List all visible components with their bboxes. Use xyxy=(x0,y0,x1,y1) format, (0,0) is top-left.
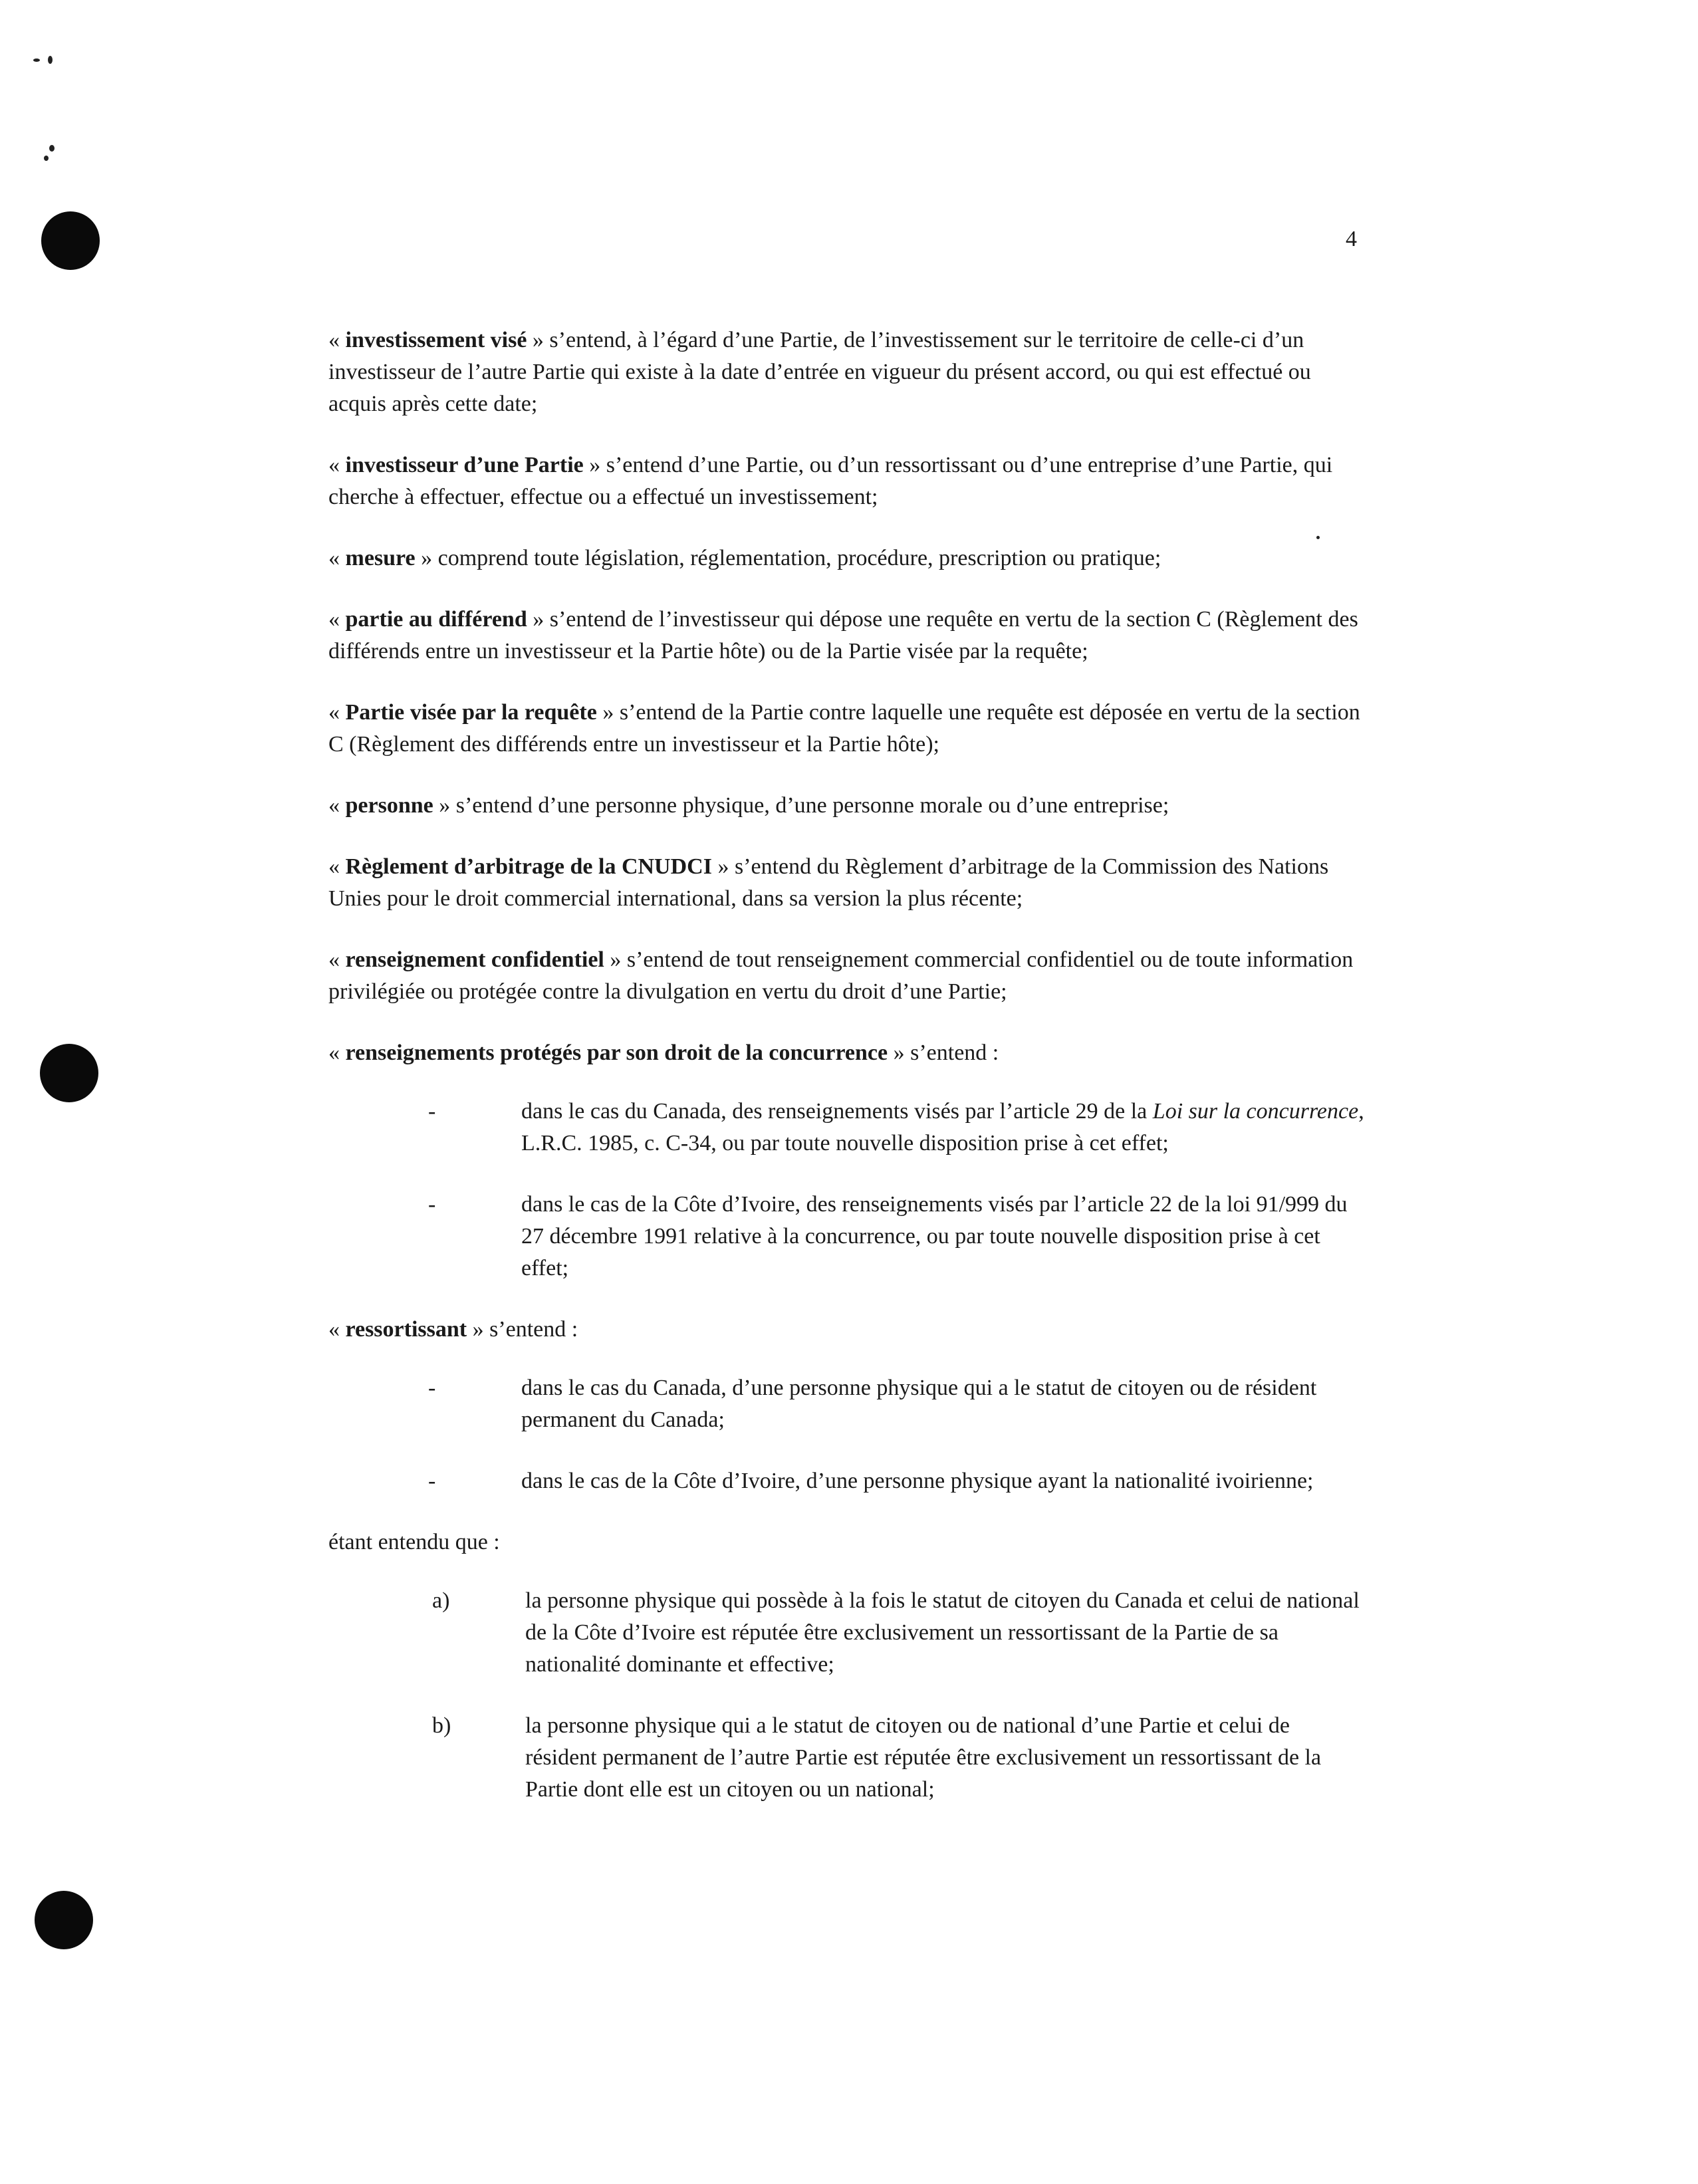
list-item-text: dans le cas de la Côte d’Ivoire, des renseignements visés par l’article 22 de la loi 91/999 du 27 décembre 1991 relative à la concurrence, ou par toute nouvelle disposition prise à cet effet; xyxy=(521,1192,1348,1280)
list-item-text: dans le cas de la Côte d’Ivoire, d’une personne physique ayant la nationalité ivoirienne; xyxy=(521,1469,1314,1493)
document-body xyxy=(328,324,1366,1835)
list-marker: - xyxy=(428,1192,436,1217)
page-number: 4 xyxy=(1346,227,1357,251)
definition-text: » s’entend de la Partie contre laquelle une requête est déposée en vertu de la section C (Règlement des différends entre un investisseur et la Partie hôte); xyxy=(328,700,1360,757)
list-item-text: , L.R.C. 1985, c. C-34, ou par toute nouvelle disposition prise à cet effet; xyxy=(521,1099,1364,1155)
definition-text: » s’entend, à l’égard d’une Partie, de l’investissement sur le territoire de celle-ci d’un investisseur de l’autre Partie qui existe à la date d’entrée en vigueur du présent accord, ou qui est effectué ou acquis après cette date; xyxy=(328,328,1311,416)
list-marker: - xyxy=(428,1099,436,1124)
open-quote: « xyxy=(328,947,346,972)
definition-text: » s’entend : xyxy=(888,1040,999,1065)
definition-paragraph xyxy=(328,944,1366,1008)
defined-term: personne xyxy=(345,793,433,818)
list-item-text: dans le cas du Canada, d’une personne physique qui a le statut de citoyen ou de résident permanent du Canada; xyxy=(521,1376,1317,1432)
list-item xyxy=(328,1372,1366,1436)
scan-speck xyxy=(49,145,55,152)
definition-text: » s’entend du Règlement d’arbitrage de la Commission des Nations Unies pour le droit commercial international, dans sa version la plus récente; xyxy=(328,854,1329,911)
defined-term: renseignements protégés par son droit de la concurrence xyxy=(345,1040,888,1065)
defined-term: partie au différend xyxy=(345,607,527,632)
list-marker: b) xyxy=(432,1713,451,1738)
defined-term: investisseur d’une Partie xyxy=(345,453,584,477)
definition-paragraph xyxy=(328,543,1366,574)
defined-term: ressortissant xyxy=(345,1317,467,1342)
scan-speck xyxy=(48,56,53,64)
list-item xyxy=(328,1465,1366,1497)
list-item xyxy=(328,1189,1366,1284)
scan-speck xyxy=(33,59,40,62)
list-marker: - xyxy=(428,1469,436,1493)
definition-paragraph xyxy=(328,604,1366,667)
list-item xyxy=(328,1710,1366,1806)
defined-term: Partie visée par la requête xyxy=(345,700,597,725)
definition-paragraph xyxy=(328,1314,1366,1346)
definition-text: » s’entend de tout renseignement commercial confidentiel ou de toute information privilégiée ou protégée contre la divulgation en vertu du droit d’une Partie; xyxy=(328,947,1354,1004)
definition-paragraph xyxy=(328,790,1366,822)
open-quote: « xyxy=(328,328,346,352)
punch-hole-middle xyxy=(40,1044,98,1102)
list-item xyxy=(328,1585,1366,1681)
punch-hole-bottom xyxy=(35,1891,93,1949)
scan-speck xyxy=(44,156,49,161)
definition-paragraph xyxy=(328,851,1366,915)
open-quote: « xyxy=(328,453,346,477)
definition-paragraph xyxy=(328,697,1366,761)
open-quote: « xyxy=(328,854,346,879)
punch-hole-top xyxy=(41,211,100,270)
list-marker: a) xyxy=(432,1588,450,1613)
list-item-text: la personne physique qui possède à la fois le statut de citoyen du Canada et celui de national de la Côte d’Ivoire est réputée être exclusivement un ressortissant de la Partie de sa nationalité dominante et effective; xyxy=(525,1588,1360,1677)
definition-text: » s’entend d’une Partie, ou d’un ressortissant ou d’une entreprise d’une Partie, qui cherche à effectuer, effectue ou a effectué un investissement; xyxy=(328,453,1333,509)
list-item xyxy=(328,1096,1366,1159)
definition-paragraph xyxy=(328,449,1366,513)
open-quote: « xyxy=(328,546,346,570)
definition-paragraph xyxy=(328,324,1366,420)
defined-term: mesure xyxy=(345,546,416,570)
open-quote: « xyxy=(328,1317,346,1342)
defined-term: renseignement confidentiel xyxy=(345,947,604,972)
defined-term: investissement visé xyxy=(345,328,527,352)
definition-paragraph xyxy=(328,1037,1366,1069)
open-quote: « xyxy=(328,700,346,725)
definition-text: » s’entend de l’investisseur qui dépose une requête en vertu de la section C (Règlement des différends entre un investisseur et la Partie hôte) ou de la Partie visée par la requête; xyxy=(328,607,1358,664)
statute-title: Loi sur la concurrence xyxy=(1152,1099,1359,1124)
open-quote: « xyxy=(328,607,346,632)
list-marker: - xyxy=(428,1376,436,1400)
open-quote: « xyxy=(328,1040,346,1065)
definition-text: » s’entend d’une personne physique, d’une personne morale ou d’une entreprise; xyxy=(433,793,1169,818)
definition-text: » s’entend : xyxy=(467,1317,578,1342)
list-item-text: dans le cas du Canada, des renseignements visés par l’article 29 de la xyxy=(521,1099,1153,1124)
defined-term: Règlement d’arbitrage de la CNUDCI xyxy=(345,854,712,879)
open-quote: « xyxy=(328,793,346,818)
definition-text: » comprend toute législation, réglementation, procédure, prescription ou pratique; xyxy=(415,546,1161,570)
understanding-intro: étant entendu que : xyxy=(328,1530,500,1554)
list-item-text: la personne physique qui a le statut de citoyen ou de national d’une Partie et celui de résident permanent de l’autre Partie est réputée être exclusivement un ressortissant de la Partie dont elle est un citoyen ou un national; xyxy=(525,1713,1322,1802)
